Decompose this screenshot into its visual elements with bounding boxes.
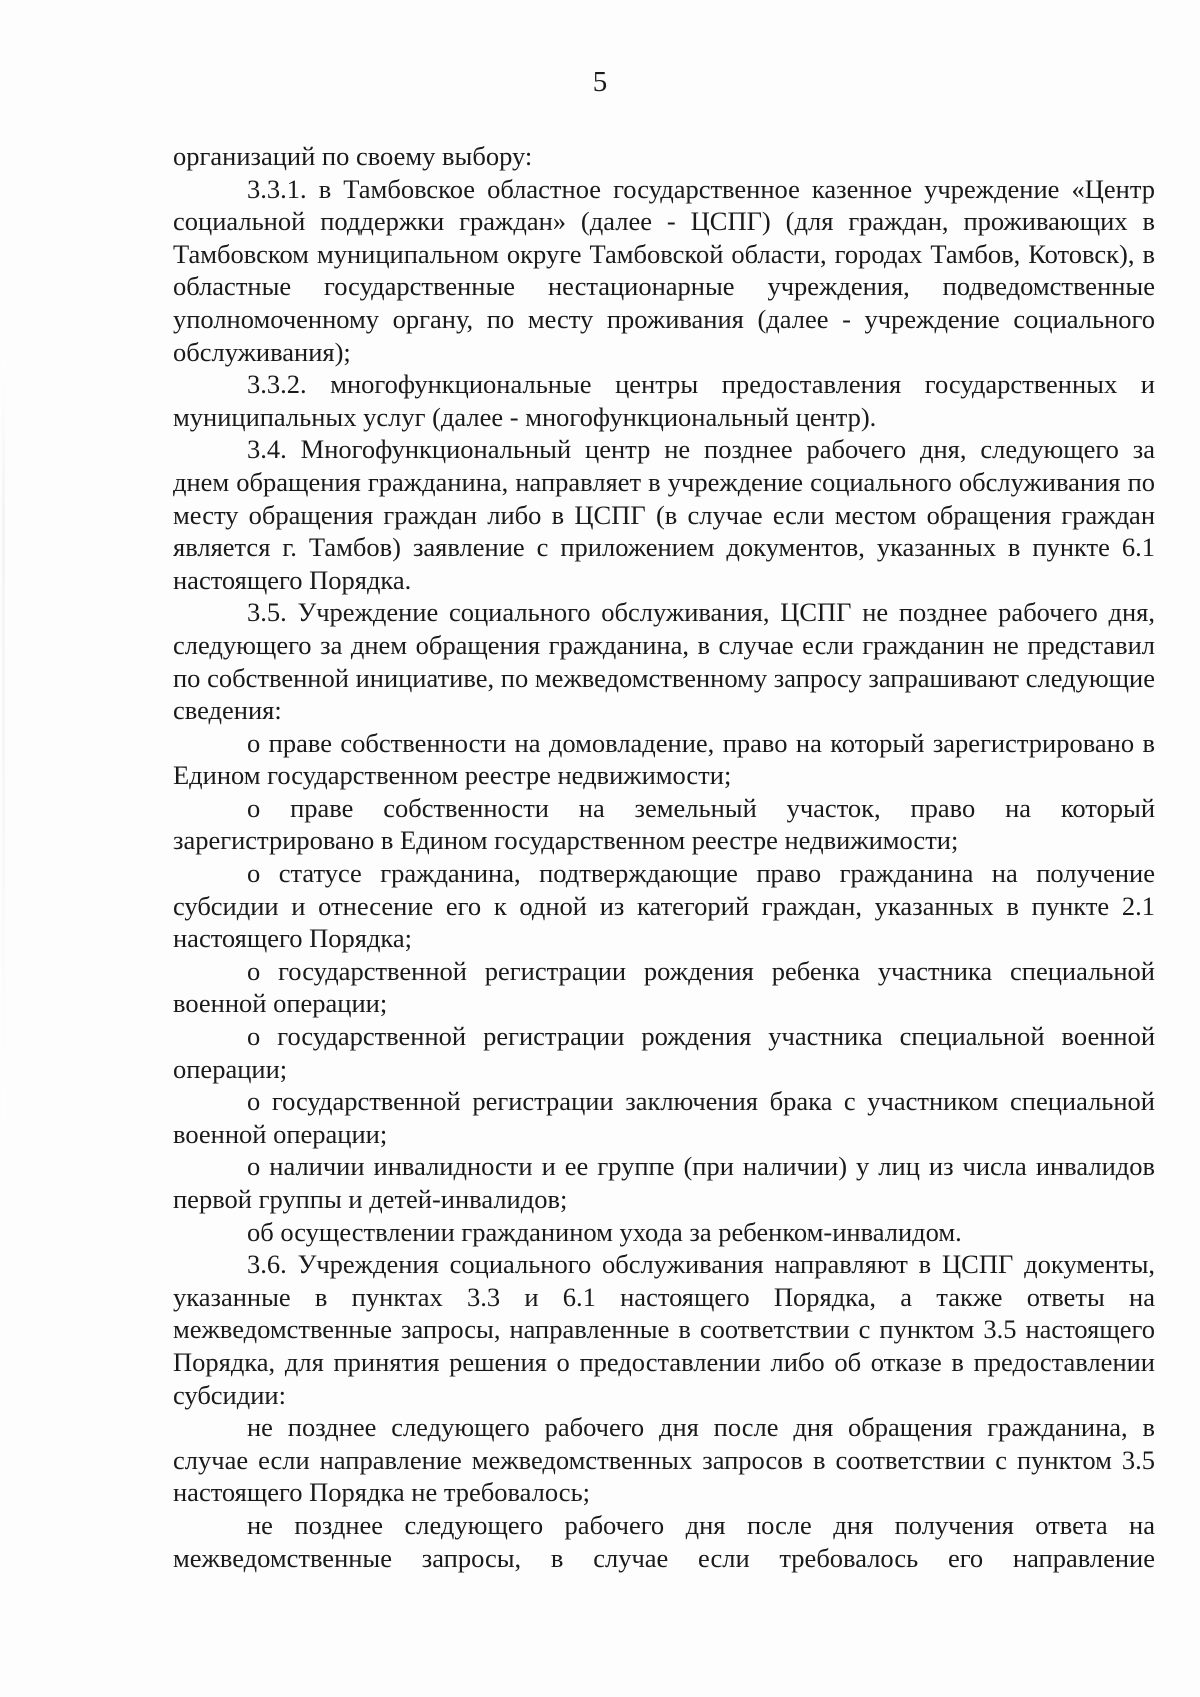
scan-edge-artifact [2,360,5,1120]
paragraph-3-4: 3.4. Многофункциональный центр не позднее рабочего дня, следующего за днем обращения гражданина, направляет в учреждение социального обслуживания по месту обращения граждан либо в ЦСПГ (в случае если местом обращения граждан является г. Тамбов) заявление с приложением документов, указанных в пункте 6.1 настоящего Порядка. [173,434,1155,595]
list-item-house-ownership: о праве собственности на домовладение, право на который зарегистрировано в Едином государственном реестре недвижимости; [173,727,1155,791]
paragraph-3-5: 3.5. Учреждение социального обслуживания, ЦСПГ не позднее рабочего дня, следующего за днем обращения гражданина, в случае если гражданин не представил по собственной инициативе, по межведомственному запросу запрашивают следующие сведения: [173,597,1155,726]
list-item-disabled-child-care: об осуществлении гражданином ухода за ребенком-инвалидом. [247,1216,962,1247]
list-item-deadline-after-response: не позднее следующего рабочего дня после дня получения ответа на межведомственные запросы, в случае если требовалось его направление [173,1509,1155,1573]
list-item-marriage-registration: о государственной регистрации заключения брака с участником специальной военной операции; [173,1086,1155,1149]
paragraph-continuation: организаций по своему выбору: [173,141,533,171]
document-body [173,140,1155,1574]
list-item-deadline-no-requests: не позднее следующего рабочего дня после дня обращения гражданина, в случае если направление межведомственных запросов в соответствии с пунктом 3.5 настоящего Порядка не требовалось; [173,1412,1155,1508]
list-item-disability: о наличии инвалидности и ее группе (при наличии) у лиц из числа инвалидов первой группы и детей-инвалидов; [173,1151,1155,1214]
list-item-participant-birth-registration: о государственной регистрации рождения участника специальной военной операции; [173,1021,1155,1084]
list-item-land-ownership: о праве собственности на земельный участок, право на который зарегистрировано в Едином государственном реестре недвижимости; [173,792,1155,856]
list-item-child-birth-registration: о государственной регистрации рождения ребенка участника специальной военной операции; [173,955,1155,1019]
page-number: 5 [592,66,608,98]
paragraph-3-3-2: 3.3.2. многофункциональные центры предоставления государственных и муниципальных услуг (далее - многофункциональный центр). [173,369,1155,432]
paragraph-3-6: 3.6. Учреждения социального обслуживания направляют в ЦСПГ документы, указанные в пунктах 3.3 и 6.1 настоящего Порядка, а также ответы на межведомственные запросы, направленные в соответствии с пунктом 3.5 настоящего Порядка, для принятия решения о предоставлении либо об отказе в предоставлении субсидии: [173,1249,1155,1410]
list-item-citizen-status: о статусе гражданина, подтверждающие право гражданина на получение субсидии и отнесение его к одной из категорий граждан, указанных в пункте 2.1 настоящего Порядка; [173,858,1155,954]
paragraph-3-3-1: 3.3.1. в Тамбовское областное государственное казенное учреждение «Центр социальной поддержки граждан» (далее - ЦСПГ) (для граждан, проживающих в Тамбовском муниципальном округе Тамбовской области, городах Тамбов, Котовск), в областные государственные нестационарные учреждения, подведомственные уполномоченному органу, по месту проживания (далее - учреждение социального обслуживания); [173,173,1155,367]
